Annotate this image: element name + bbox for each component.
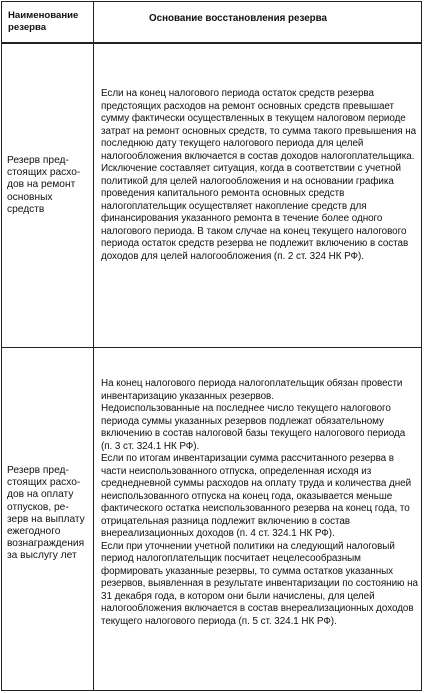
row-2-paragraph-4: Если при уточнении учетной политики на следующий налоговый период налогоплательщик посчитает нецелесообразным формировать указанные резервы, то сумма остатков указанных резервов, выявленная в результате инвентаризации по состоянию на 31 декабря года, в котором они были начислены, для целей налогообложения включается в состав внереализационных доходов текущего налогового периода (п. 5 ст. 324.1 НК РФ). — [101, 540, 418, 627]
table-border-right — [421, 1, 422, 691]
table-border-bottom — [1, 690, 422, 691]
row-2-paragraph-3: Если по итогам инвентаризации сумма рассчитанного резерва в части неиспользованного отпуска, определенная исходя из среднедневной суммы расходов на оплату труда и количества дней неиспользованного отпуска на конец года, оказывается меньше фактического остатка неиспользованного резерва на конец года, то отрицательная разница подлежит включению в состав внереализационных доходов (п. 4 ст. 324.1 НК РФ). — [101, 453, 412, 539]
reserve-table — [1, 1, 422, 691]
row-1-name: Резерв пред- стоящих расхо- дов на ремонт основных средств — [7, 155, 81, 215]
row-1-paragraph-1: Если на конец налогового периода остаток средств резерва предстоящих расходов на ремонт основных средств превышает сумму фактически осуществленных в текущем налоговом периоде затрат на ремонт основных средств, то сумма такого превышения на последнюю дату текущего налогового периода для целей налогообложения включается в состав доходов налогоплательщика. — [101, 88, 417, 162]
row-divider — [1, 347, 422, 348]
row-2-name: Резерв пред- стоящих расхо- дов на оплату отпусков, ре- зерв на выплату ежегодного вознаграждения за выслугу лет — [7, 465, 85, 562]
row-2-paragraph-2: Недоиспользованные на последнее число текущего налогового периода суммы указанных резервов подлежат обязательному включению в состав налоговой базы текущего налогового периода (п. 3 ст. 324.1 НК РФ). — [101, 403, 406, 452]
header-divider-thick — [1, 42, 422, 44]
header-name: Наименование резерва — [8, 10, 79, 33]
table-border-left — [1, 1, 2, 691]
table-border-top — [1, 1, 422, 2]
row-2-basis — [101, 378, 419, 628]
header-basis: Основание восстановления резерва — [149, 13, 327, 24]
row-2-paragraph-1: На конец налогового периода налогоплательщик обязан провести инвентаризацию указанных резервов. — [101, 378, 403, 402]
row-1-basis — [101, 88, 419, 263]
column-divider — [93, 1, 94, 691]
row-1-paragraph-2: Исключение составляет ситуация, когда в соответствии с учетной политикой для целей налогообложения и на основании графика проведения капитального ремонта основных средств налогоплательщик осуществляет накопление средств для финансирования указанного ремонта в течение более одного налогового периода. В таком случае на конец текущего налогового периода остаток средств резерва не подлежит включению в состав доходов для целей налогообложения (п. 2 ст. 324 НК РФ). — [101, 163, 409, 262]
